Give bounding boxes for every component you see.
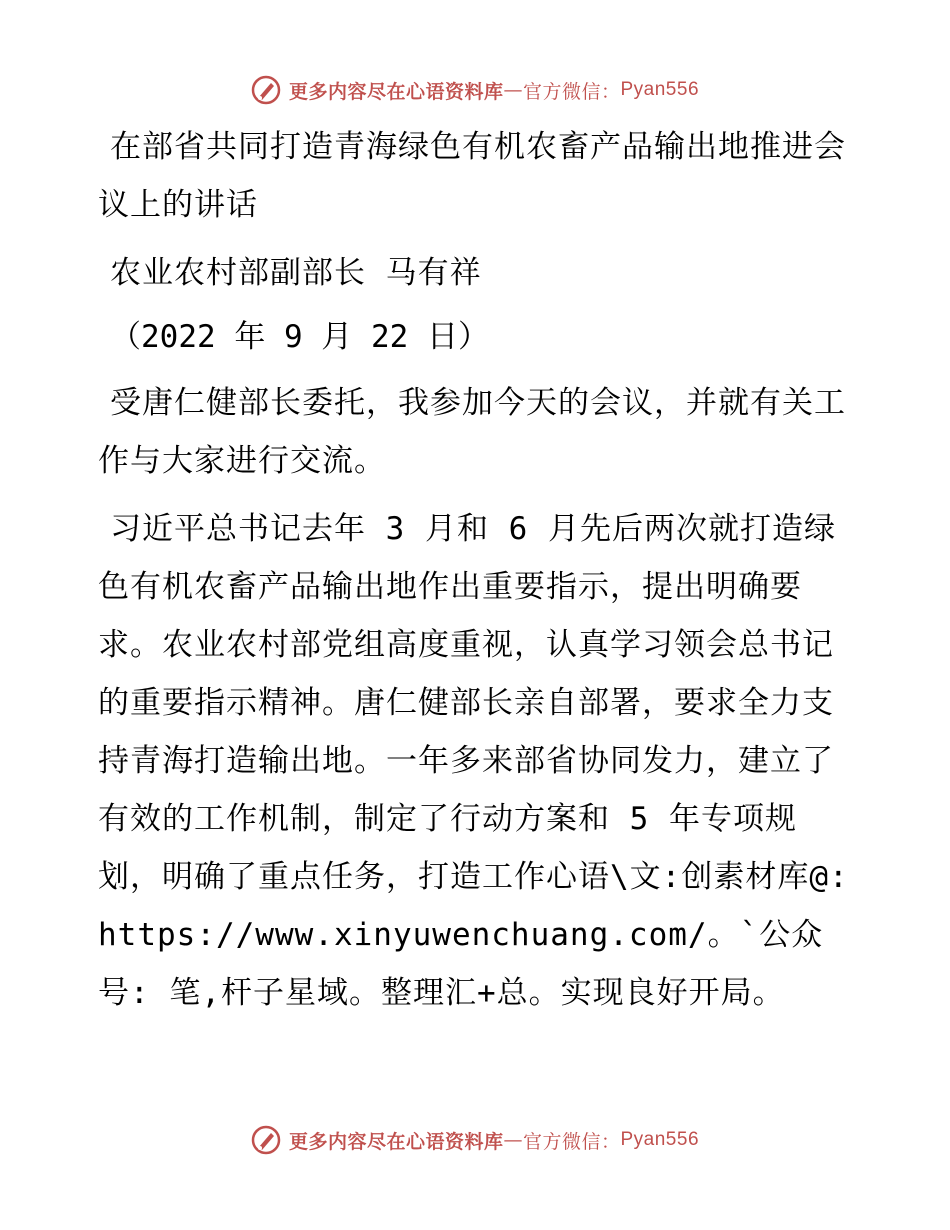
watermark-wechat-id: Pyan556 [620, 1129, 700, 1150]
document-title: 在部省共同打造青海绿色有机农畜产品输出地推进会议上的讲话 [98, 129, 846, 223]
document-body [98, 118, 858, 1032]
watermark-brand: 更多内容尽在心语资料库 [288, 1130, 504, 1153]
watermark-brand: 更多内容尽在心语资料库 [288, 80, 504, 103]
watermark-wechat-id: Pyan556 [620, 79, 700, 100]
document-date: （2022 年 9 月 22 日） [110, 319, 489, 355]
document-author: 农业农村部副部长 马有祥 [110, 255, 482, 291]
paragraph: 习近平总书记去年 3 月和 6 月先后两次就打造绿色有机农畜产品输出地作出重要指示，提出明确要求。农业农村部党组高度重视，认真学习领会总书记的重要指示精神。唐仁健部长亲自部署，要求全力支持青海打造输出地。一年多来部省协同发力，建立了有效的工作机制，制定了行动方案和 5 年专项规划，明确了重点任务，打造工作心语\文:创素材库@: https://www.xinyuwenchuang.com/。`公众号: 笔,杆子星域。整理汇+总。实现良好开局。 [98, 511, 849, 1011]
watermark-header [0, 68, 950, 112]
paragraph: 受唐仁健部长委托，我参加今天的会议，并就有关工作与大家进行交流。 [98, 385, 846, 479]
watermark-wechat-label: 官方微信： [522, 80, 621, 103]
watermark-separator: — [503, 79, 523, 101]
watermark-separator: — [503, 1129, 523, 1151]
pen-logo-icon [251, 75, 281, 105]
watermark-footer [0, 1118, 950, 1162]
watermark-wechat-label: 官方微信： [522, 1130, 621, 1153]
pen-logo-icon [251, 1125, 281, 1155]
